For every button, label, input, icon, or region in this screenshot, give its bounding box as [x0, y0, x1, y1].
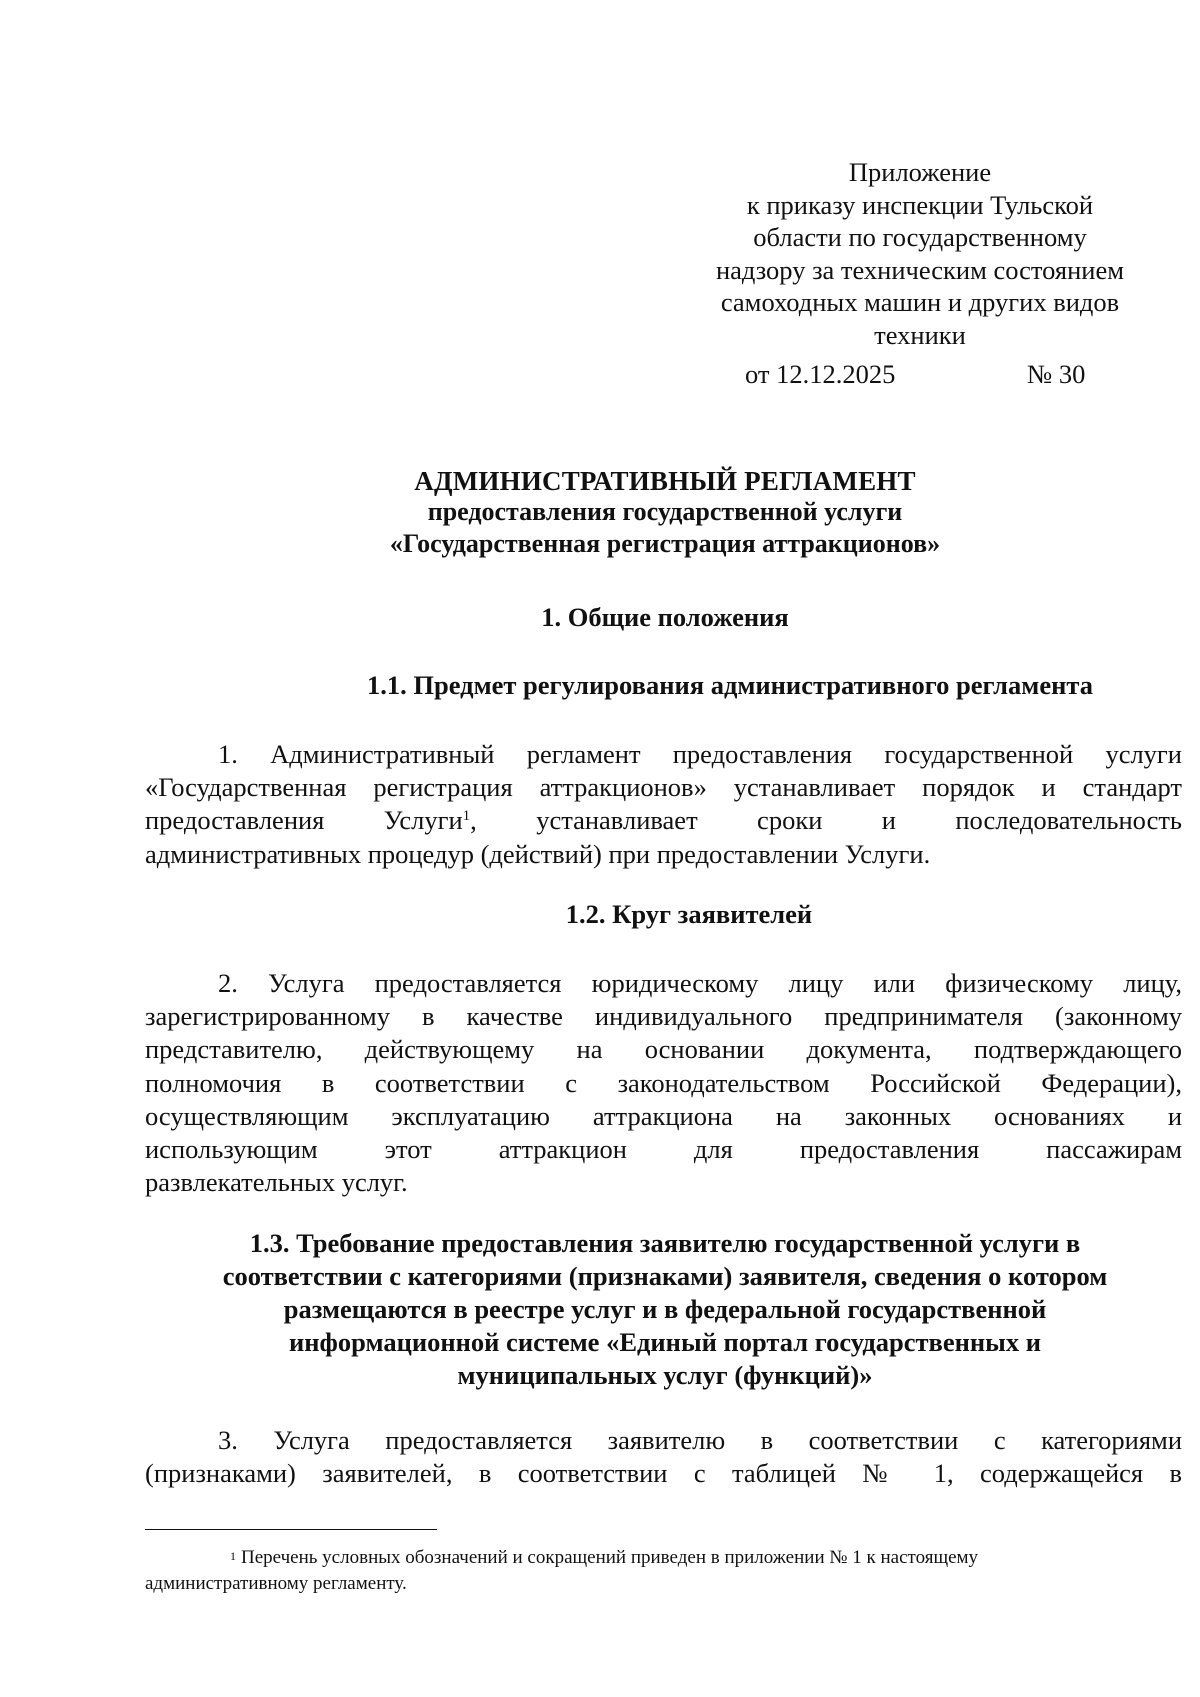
approval-line: области по государственному	[753, 222, 1087, 252]
paragraph-line: использующим этот аттракцион для предоставления пассажирам	[145, 1133, 1182, 1164]
order-date: от 12.12.2025	[745, 359, 896, 389]
paragraph-line: осуществляющим эксплуатацию аттракциона на законных основаниях и	[145, 1100, 1182, 1131]
paragraph-line-with-footnote	[145, 804, 1182, 837]
document-title	[145, 466, 1185, 560]
paragraph-line: (признаками) заявителей, в соответствии с таблицей № 1, содержащейся в	[145, 1458, 1182, 1489]
approval-line: к приказу инспекции Тульской	[746, 189, 1094, 220]
section-heading-applicants: 1.2. Круг заявителей	[565, 899, 813, 929]
paragraph-2	[145, 967, 1182, 1199]
order-number: № 30	[1027, 359, 1086, 389]
section-heading-subject: 1.1. Предмет регулирования административного регламента	[367, 670, 1093, 700]
footnote-separator	[145, 1529, 437, 1530]
approval-block	[680, 156, 1160, 351]
footnote	[145, 1545, 1185, 1597]
section-heading-requirements	[145, 1227, 1185, 1392]
title-service-name: «Государственная регистрация аттракционов»	[389, 529, 941, 558]
title-subtitle: предоставления государственной услуги	[427, 497, 903, 526]
footnote-line	[145, 1545, 1185, 1571]
heading-line: информационной системе «Единый портал государственных и	[289, 1327, 1041, 1357]
paragraph-line: 1. Административный регламент предоставления государственной услуги	[218, 739, 1182, 769]
title-main: АДМИНИСТРАТИВНЫЙ РЕГЛАМЕНТ	[414, 466, 916, 496]
approval-line: самоходных машин и других видов	[720, 287, 1120, 317]
section-heading-general: 1. Общие положения	[541, 602, 789, 632]
approval-line: надзору за техническим состоянием	[715, 254, 1124, 285]
heading-line: соответствии с категориями (признаками) заявителя, сведения о котором	[222, 1261, 1108, 1291]
paragraph-line: полномочия в соответствии с законодательством Российской Федерации),	[145, 1067, 1182, 1098]
heading-line: муниципальных услуг (функций)»	[457, 1360, 873, 1390]
paragraph-line: представителю, действующему на основании документа, подтверждающего	[145, 1034, 1182, 1065]
footnote-reference[interactable]: 1	[462, 808, 471, 825]
approval-line: Приложение	[848, 157, 992, 187]
paragraph-line: административных процедур (действий) при предоставлении Услуги.	[145, 838, 931, 869]
approval-line: техники	[874, 319, 966, 350]
heading-line: 1.3. Требование предоставления заявителю государственной услуги в	[249, 1228, 1081, 1258]
paragraph-3	[145, 1424, 1182, 1490]
paragraph-line: зарегистрированному в качестве индивидуального предпринимателя (законному	[145, 1001, 1182, 1032]
footnote-line: административному регламенту.	[145, 1573, 407, 1594]
footnote-text: Перечень условных обозначений и сокращений приведен в приложении № 1 к настоящему	[241, 1547, 979, 1568]
heading-line: размещаются в реестре услуг и в федеральной государственной	[283, 1294, 1047, 1324]
paragraph-1	[145, 738, 1182, 871]
paragraph-text: , устанавливает сроки и последовательность	[470, 805, 1183, 836]
paragraph-line: 2. Услуга предоставляется юридическому лицу или физическому лицу,	[218, 968, 1182, 998]
footnote-marker: 1	[230, 1549, 236, 1563]
paragraph-line: «Государственная регистрация аттракционов» устанавливает порядок и стандарт	[145, 772, 1182, 803]
paragraph-line: 3. Услуга предоставляется заявителю в соответствии с категориями	[218, 1425, 1182, 1455]
paragraph-text: предоставления Услуги	[145, 805, 463, 836]
paragraph-line: развлекательных услуг.	[145, 1167, 408, 1198]
